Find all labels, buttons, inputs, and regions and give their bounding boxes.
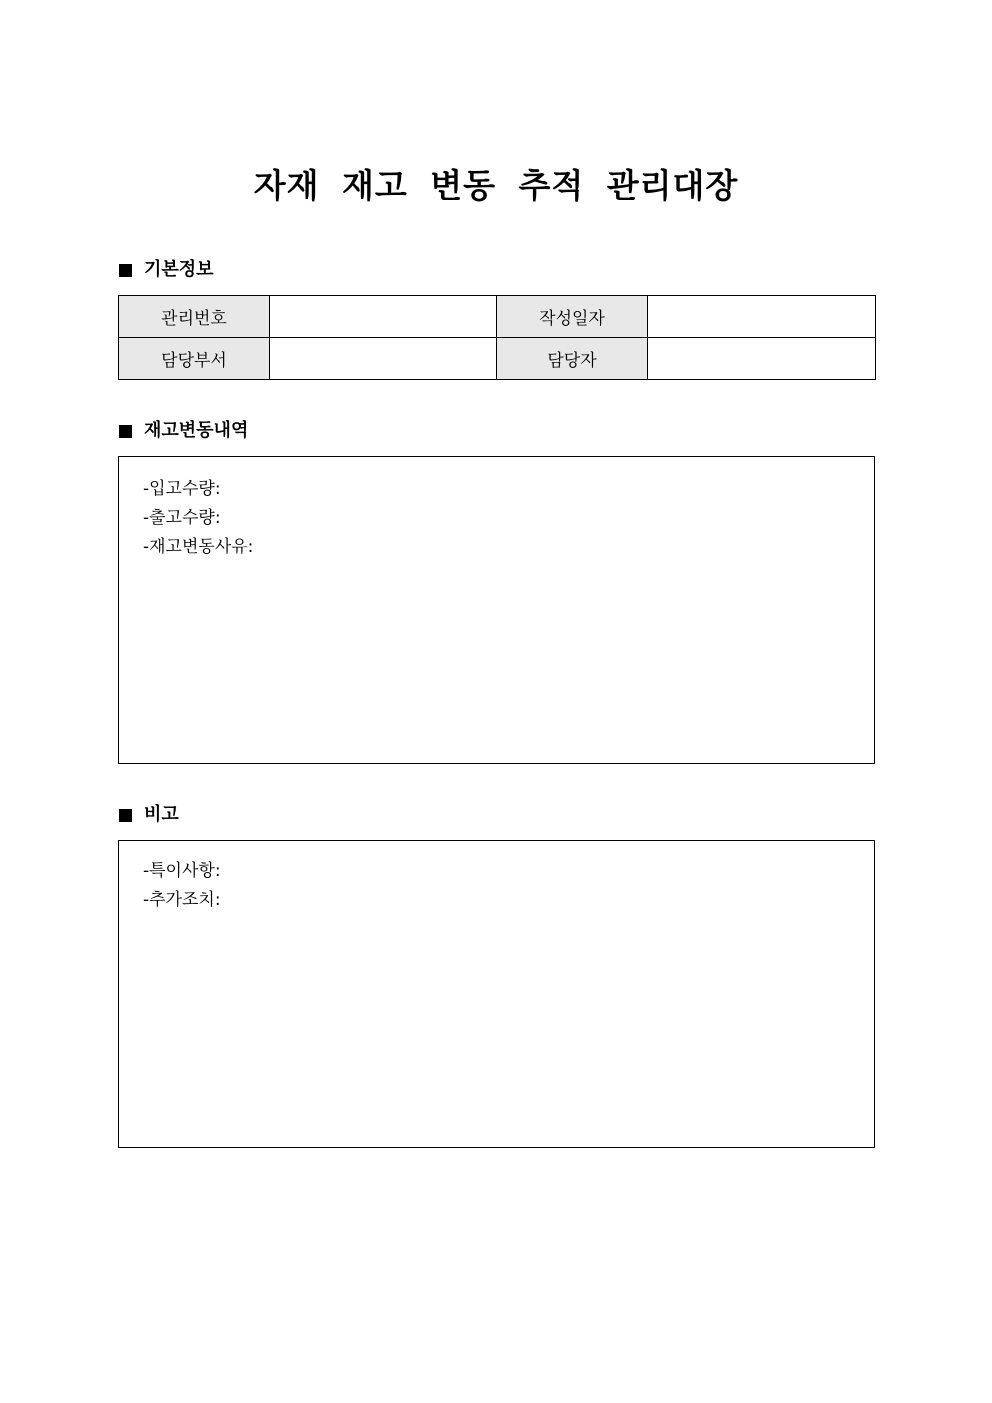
- remarks-heading: [119, 803, 179, 827]
- inventory-changes-heading: [119, 419, 248, 443]
- person-in-charge-field[interactable]: [648, 338, 876, 380]
- inventory-changes-box[interactable]: [118, 456, 875, 764]
- basic-info-heading-label: 기본정보: [144, 259, 214, 280]
- department-label: 담당부서: [119, 338, 270, 380]
- document-title: 자재 재고 변동 추적 관리대장: [253, 166, 739, 205]
- inbound-quantity-line: -입고수량:: [143, 479, 221, 499]
- change-reason-line: -재고변동사유:: [143, 537, 254, 557]
- person-in-charge-label: 담당자: [497, 338, 648, 380]
- square-bullet-icon: [119, 809, 132, 822]
- inventory-changes-heading-label: 재고변동내역: [144, 420, 249, 441]
- outbound-quantity-line: -출고수량:: [143, 508, 221, 528]
- square-bullet-icon: [119, 264, 132, 277]
- basic-info-heading: [119, 258, 214, 282]
- square-bullet-icon: [119, 425, 132, 438]
- department-field[interactable]: [270, 338, 497, 380]
- remarks-heading-label: 비고: [144, 804, 179, 825]
- management-number-field[interactable]: [270, 296, 497, 338]
- management-number-label: 관리번호: [119, 296, 270, 338]
- additional-actions-line: -추가조치:: [143, 890, 221, 910]
- written-date-field[interactable]: [648, 296, 876, 338]
- written-date-label: 작성일자: [497, 296, 648, 338]
- table-row: [119, 338, 876, 380]
- basic-info-table: [118, 295, 876, 380]
- special-notes-line: -특이사항:: [143, 861, 221, 881]
- remarks-box[interactable]: [118, 840, 875, 1148]
- table-row: [119, 296, 876, 338]
